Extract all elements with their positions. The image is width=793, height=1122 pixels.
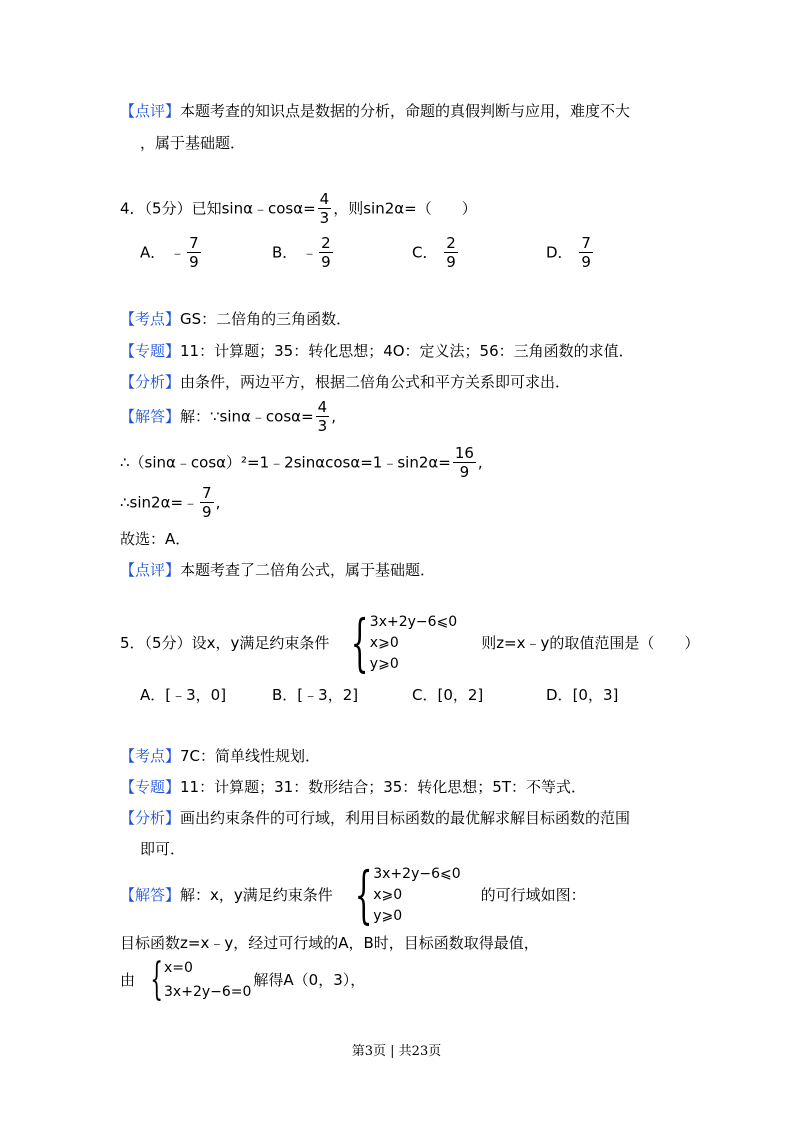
q4-solution-line3 [120, 486, 220, 520]
constraint: y⩾0 [373, 908, 403, 924]
denominator: 9 [446, 253, 456, 271]
page-number: 第3页 | 共23页 [351, 1044, 442, 1059]
option-sign: ﹣ [302, 243, 318, 262]
solution-text: 目标函数z=x﹣y，经过可行域的A，B时，目标函数取得最值， [120, 934, 539, 952]
analysis-tag: 【分析】 [120, 373, 181, 391]
option-label: D． [546, 686, 573, 704]
equation-lines [164, 958, 251, 1002]
constraint-system [333, 858, 461, 931]
denominator: 9 [202, 503, 212, 521]
comment-text: 本题考查的知识点是数据的分析，命题的真假判断与应用，难度不大 [180, 102, 631, 120]
q5-option-c [412, 684, 483, 705]
point-text: GS：二倍角的三角函数． [180, 310, 352, 328]
analysis-tag: 【分析】 [120, 809, 181, 827]
q4-point [120, 308, 351, 330]
q4-option-d [546, 236, 595, 270]
q5-solution-line1 [120, 858, 586, 931]
comment-tag: 【点评】 [120, 102, 181, 120]
q4-option-c [412, 236, 460, 270]
option-value: [﹣3，0] [165, 686, 227, 704]
option-value: [0，2] [437, 686, 484, 704]
q5-stem [120, 606, 700, 679]
option-label: A． [140, 243, 166, 262]
q4-topic [120, 340, 634, 362]
q4-comment [120, 559, 435, 581]
q4-stem-text: 4．（5分）已知sinα﹣cosα= [120, 199, 316, 218]
option-value: [0，3] [572, 686, 619, 704]
equation-system [135, 954, 252, 1005]
numerator: 2 [321, 234, 331, 252]
q5-solution-line3 [120, 954, 366, 1005]
q5-solution-line2 [120, 932, 539, 954]
solution-text: 解：∵sinα﹣cosα= [180, 407, 314, 426]
topic-text: 11：计算题；31：数形结合；35：转化思想；5T：不等式． [180, 778, 586, 796]
option-sign: ﹣ [170, 243, 186, 262]
option-fraction [579, 236, 593, 270]
q4-stem-text-b: ，则sin2α=（ ） [333, 199, 477, 218]
analysis-text: 画出约束条件的可行域，利用目标函数的最优解求解目标函数的范围 [180, 809, 631, 827]
analysis-text-cont: 即可． [140, 840, 186, 858]
solution-text: 故选：A． [120, 530, 191, 548]
equation: x=0 [164, 960, 193, 976]
point-tag: 【考点】 [120, 310, 181, 328]
option-fraction [187, 236, 201, 270]
denominator: 9 [581, 253, 591, 271]
solution-fraction [200, 486, 214, 520]
denominator: 3 [317, 417, 328, 435]
solution-text-b: 解得A（0，3）， [253, 971, 366, 989]
q5-stem-text: 5．（5分）设x，y满足约束条件 [120, 634, 330, 652]
constraint: x⩾0 [369, 635, 399, 651]
q5-point [120, 745, 320, 767]
numerator: 4 [317, 398, 328, 416]
numerator: 7 [202, 484, 212, 502]
comment-text-cont: ，属于基础题． [140, 134, 246, 152]
numerator: 4 [319, 190, 330, 208]
q5-option-b [272, 684, 358, 705]
q3-comment-line1 [120, 100, 630, 122]
constraint-system [329, 606, 458, 679]
constraint: y⩾0 [369, 656, 399, 672]
constraint-lines [373, 864, 460, 926]
topic-text: 11：计算题；35：转化思想；4O：定义法；56：三角函数的求值． [180, 342, 634, 360]
equation: 3x+2y−6=0 [164, 984, 252, 1000]
q4-stem [120, 192, 477, 226]
brace-icon: { [150, 954, 164, 1005]
q5-analysis [120, 807, 630, 829]
q4-given-fraction [318, 192, 332, 226]
analysis-text: 由条件，两边平方，根据二倍角公式和平方关系即可求出． [180, 373, 571, 391]
brace-icon: { [354, 858, 373, 931]
q4-option-b [272, 236, 335, 270]
solution-text: 由 [120, 971, 136, 989]
q4-solution-line1 [120, 400, 336, 434]
point-text: 7C：简单线性规划． [180, 747, 321, 765]
solution-tag: 【解答】 [120, 407, 181, 426]
option-value: [﹣3，2] [297, 686, 359, 704]
constraint: 3x+2y−6⩽0 [369, 614, 458, 630]
option-label: B． [272, 243, 298, 262]
brace-icon: { [351, 606, 369, 679]
solution-fraction [316, 400, 330, 434]
solution-text: 解：x，y满足约束条件 [180, 886, 333, 904]
solution-tag: 【解答】 [120, 886, 181, 904]
q5-topic [120, 776, 586, 798]
option-label: B． [272, 686, 298, 704]
numerator: 2 [446, 234, 456, 252]
q4-solution-line4 [120, 528, 190, 550]
q5-stem-text-b: 则z=x﹣y的取值范围是（ ） [481, 634, 700, 652]
option-label: A． [140, 686, 166, 704]
constraint-lines [370, 612, 457, 674]
option-label: C． [412, 686, 438, 704]
topic-tag: 【专题】 [120, 778, 181, 796]
q5-option-a [140, 684, 226, 705]
solution-fraction [453, 446, 476, 480]
solution-text-b: , [331, 407, 336, 426]
q4-solution-line2 [120, 446, 483, 480]
topic-tag: 【专题】 [120, 342, 181, 360]
solution-text: ∴sin2α=﹣ [120, 493, 199, 512]
solution-text-b: 的可行域如图： [480, 886, 586, 904]
option-label: C． [412, 243, 438, 262]
comment-text: 本题考查了二倍角公式，属于基础题． [180, 561, 436, 579]
denominator: 9 [189, 253, 199, 271]
q5-analysis-cont [140, 838, 185, 860]
denominator: 9 [459, 463, 470, 481]
solution-text: ∴（sinα﹣cosα）²=1﹣2sinαcosα=1﹣sin2α= [120, 453, 451, 472]
option-fraction [444, 236, 458, 270]
q3-comment-line2 [140, 132, 245, 154]
q4-option-a [140, 236, 203, 270]
constraint: 3x+2y−6⩽0 [373, 866, 461, 882]
denominator: 3 [319, 209, 330, 227]
constraint: x⩾0 [373, 887, 403, 903]
q5-option-d [546, 684, 618, 705]
numerator: 7 [581, 234, 591, 252]
option-fraction [319, 236, 333, 270]
solution-text-b: , [477, 453, 483, 472]
solution-text-b: , [215, 493, 221, 512]
page-footer [0, 1040, 793, 1059]
numerator: 16 [454, 444, 474, 462]
option-label: D． [546, 243, 573, 262]
denominator: 9 [321, 253, 331, 271]
numerator: 7 [189, 234, 199, 252]
point-tag: 【考点】 [120, 747, 181, 765]
q4-analysis [120, 371, 570, 393]
comment-tag: 【点评】 [120, 561, 181, 579]
